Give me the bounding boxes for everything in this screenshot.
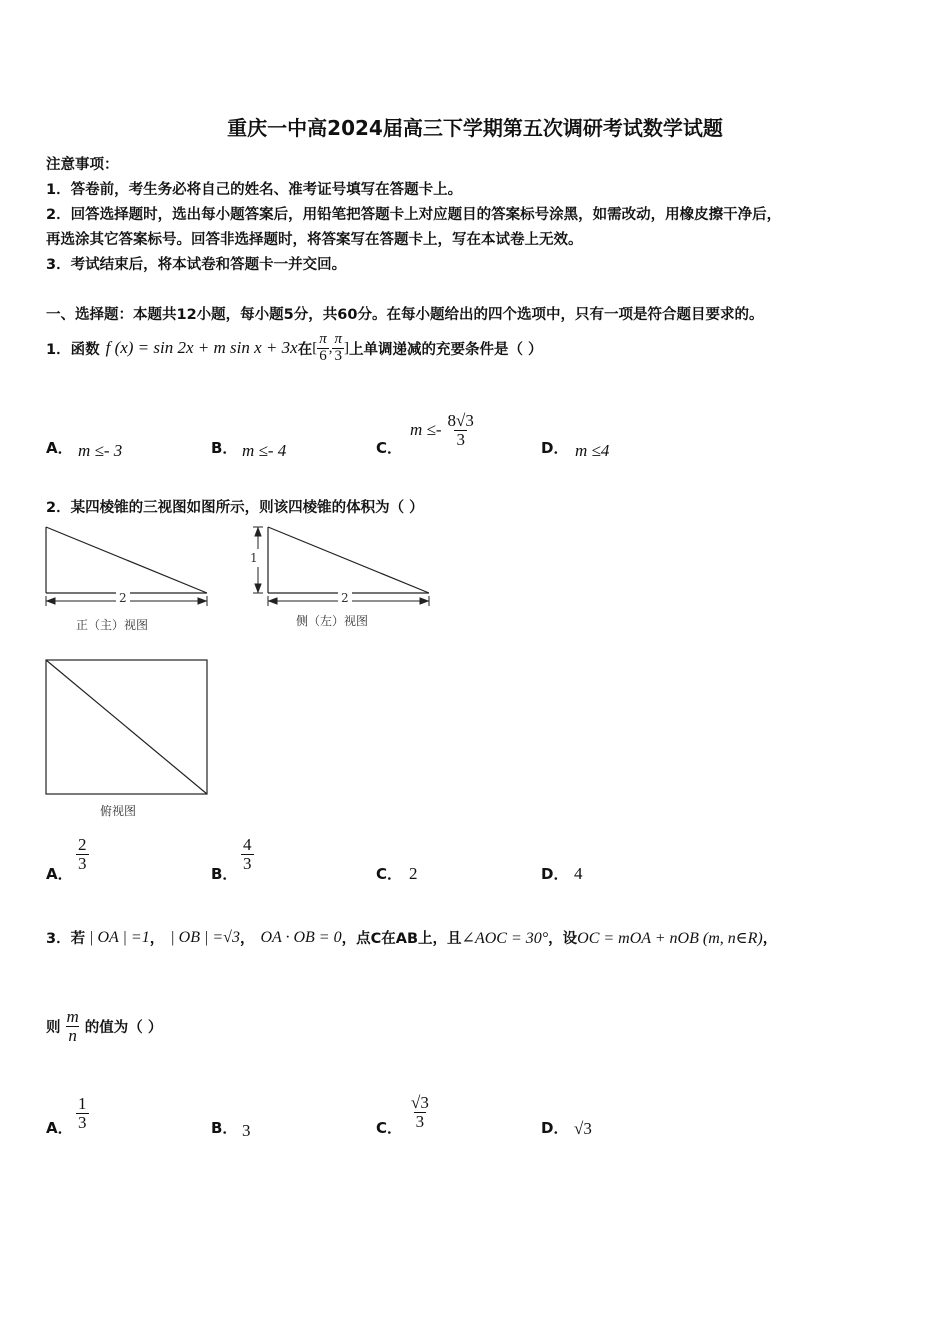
q3-expr-oa: | OA | =1 (89, 928, 150, 946)
q3-end: ， (762, 931, 778, 947)
notice-item-1: 1．答卷前，考生务必将自己的姓名、准考证号填写在答题卡上。 (46, 182, 463, 198)
q3-expr-angle: ∠AOC = 30° (461, 929, 549, 947)
section-heading: 一、选择题：本题共12小题，每小题5分，共60分。在每小题给出的四个选项中，只有一项是符合题目要求的。 (46, 307, 764, 323)
notice-item-2: 2．回答选择题时，选出每小题答案后，用铅笔把答题卡上对应题目的答案标号涂黑，如需改动，用橡皮擦干净后， (46, 207, 782, 223)
q3-option-a-label: A． (46, 1119, 73, 1137)
q3-ratio: $\frac{m}{n}$ (66, 1007, 79, 1045)
q1-function: f (x) = sin 2x + m sin x + 3x (105, 338, 298, 358)
q3-mid: ，点C在AB上，且 (341, 931, 462, 947)
q3-line2-suffix: 的值为（ ） (84, 1019, 163, 1036)
q1-option-b: m ≤- 4 (242, 441, 287, 460)
page-title: 重庆一中高2024届高三下学期第五次调研考试数学试题 (227, 116, 723, 140)
front-view-caption: 正（主）视图 (76, 618, 149, 632)
notice-heading: 注意事项： (46, 157, 119, 173)
q1-interval-b: $\frac{\pi}{3}$ (334, 331, 342, 364)
q2-option-a-label: A． (46, 865, 73, 883)
q1-prefix: 1．函数 (46, 341, 100, 358)
q3-expr-dot: OA · OB = 0 (260, 928, 342, 946)
q3-line2-prefix: 则 (46, 1019, 61, 1036)
q1-option-d: m ≤4 (575, 441, 610, 460)
side-width-label: 2 (338, 591, 352, 605)
front-width-label: 2 (116, 591, 130, 605)
q3-option-b-label: B． (211, 1119, 238, 1137)
q2-option-c-label: C． (376, 865, 403, 883)
top-view-caption: 俯视图 (100, 804, 137, 818)
q3-sep-2: ， (239, 931, 255, 947)
q3-option-d: √3 (574, 1119, 592, 1138)
q1-bracket-right: ] (343, 339, 349, 356)
top-view (46, 660, 207, 794)
q2-option-c: 2 (409, 864, 418, 883)
q3-prefix: 3．若 (46, 931, 86, 947)
side-view (268, 527, 429, 593)
question-3 (46, 927, 777, 948)
q3-option-d-label: D． (541, 1119, 569, 1137)
q3-sep-1: ， (149, 931, 165, 947)
q3-expr-ob: | OB | =√3 (170, 928, 240, 946)
q3-option-c-label: C． (376, 1119, 403, 1137)
q1-comma: , (328, 339, 333, 356)
q2-option-a: $\frac{2}{3}$ (78, 835, 87, 873)
q3-expr-oc: OC = mOA + nOB (m, n∈R) (577, 929, 763, 947)
q1-option-a-label: A． (46, 439, 73, 457)
question-3-line-2 (46, 1008, 162, 1045)
q1-interval-a: $\frac{\pi}{6}$ (319, 331, 327, 364)
side-view-caption: 侧（左）视图 (296, 614, 369, 628)
notice-item-3: 3．考试结束后，将本试卷和答题卡一并交回。 (46, 257, 347, 273)
q1-bracket-left: [ (312, 339, 318, 356)
q1-suffix: 上单调递减的充要条件是（ ） (348, 341, 543, 358)
q1-option-a: m ≤- 3 (78, 441, 123, 460)
q2-option-b: $\frac{4}{3}$ (243, 835, 252, 873)
front-view (46, 527, 207, 593)
q1-option-c: m ≤- $\frac{8√3}{3}$ (410, 411, 474, 449)
q2-option-b-label: B． (211, 865, 238, 883)
q3-option-c: $\frac{√3}{3}$ (411, 1093, 429, 1131)
q2-option-d: 4 (574, 864, 583, 883)
q1-option-b-label: B． (211, 439, 238, 457)
q1-in: 在 (297, 341, 313, 358)
question-2: 2．某四棱锥的三视图如图所示，则该四棱锥的体积为（ ） (46, 500, 424, 516)
q3-option-b: 3 (242, 1121, 251, 1140)
q3-option-a: $\frac{1}{3}$ (78, 1094, 87, 1132)
q1-option-d-label: D． (541, 439, 569, 457)
side-height-label: 1 (250, 551, 258, 565)
q2-option-d-label: D． (541, 865, 569, 883)
q3-mid-2: ，设 (548, 931, 578, 947)
q1-option-c-label: C． (376, 439, 403, 457)
notice-item-2-cont: 再选涂其它答案标号。回答非选择题时，将答案写在答题卡上，写在本试卷上无效。 (46, 232, 583, 248)
